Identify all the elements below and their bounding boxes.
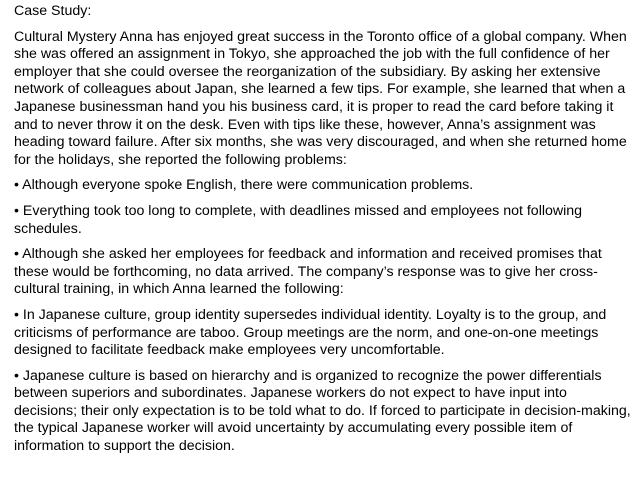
intro-paragraph: Cultural Mystery Anna has enjoyed great success in the Toronto office of a global company. When she was offered an assignment in Tokyo, she approached the job with the full confidence of her employer that she could oversee the reorganization of the subsidiary. By asking her extensive network of colleagues about Japan, she learned a few tips. For example, she learned that when a Japanese businessman hand you his business card, it is proper to read the card before taking it and to never throw it on the desk. Even with tips like these, however, Anna’s assignment was heading toward failure. After six months, she was very discouraged, and when she returned home for the holidays, she reported the following problems: xyxy=(14,28,627,168)
bullet-deadlines: • Everything took too long to complete, with deadlines missed and employees not following schedules. xyxy=(14,202,583,237)
bullet-feedback: • Although she asked her employees for feedback and information and received promises that these would be forthcoming, no data arrived. The company’s response was to give her cross-cultural training, in which Anna learned the following: xyxy=(14,246,602,298)
bullet-hierarchy: • Japanese culture is based on hierarchy and is organized to recognize the power differentials between superiors and subordinates. Japanese workers do not expect to have input into decisions; their only expectation is to be told what to do. If forced to participate in decision-making, the typical Japanese worker will avoid uncertainty by accumulating every possible item of information to support the decision. xyxy=(14,367,631,455)
bullet-group-identity: • In Japanese culture, group identity supersedes individual identity. Loyalty is to the group, and criticisms of performance are taboo. Group meetings are the norm, and one-on-one meetings designed to facilitate feedback make employees very uncomfortable. xyxy=(14,306,607,359)
bullet-communication: • Although everyone spoke English, there were communication problems. xyxy=(14,177,474,194)
case-study-heading: Case Study: xyxy=(14,3,92,19)
